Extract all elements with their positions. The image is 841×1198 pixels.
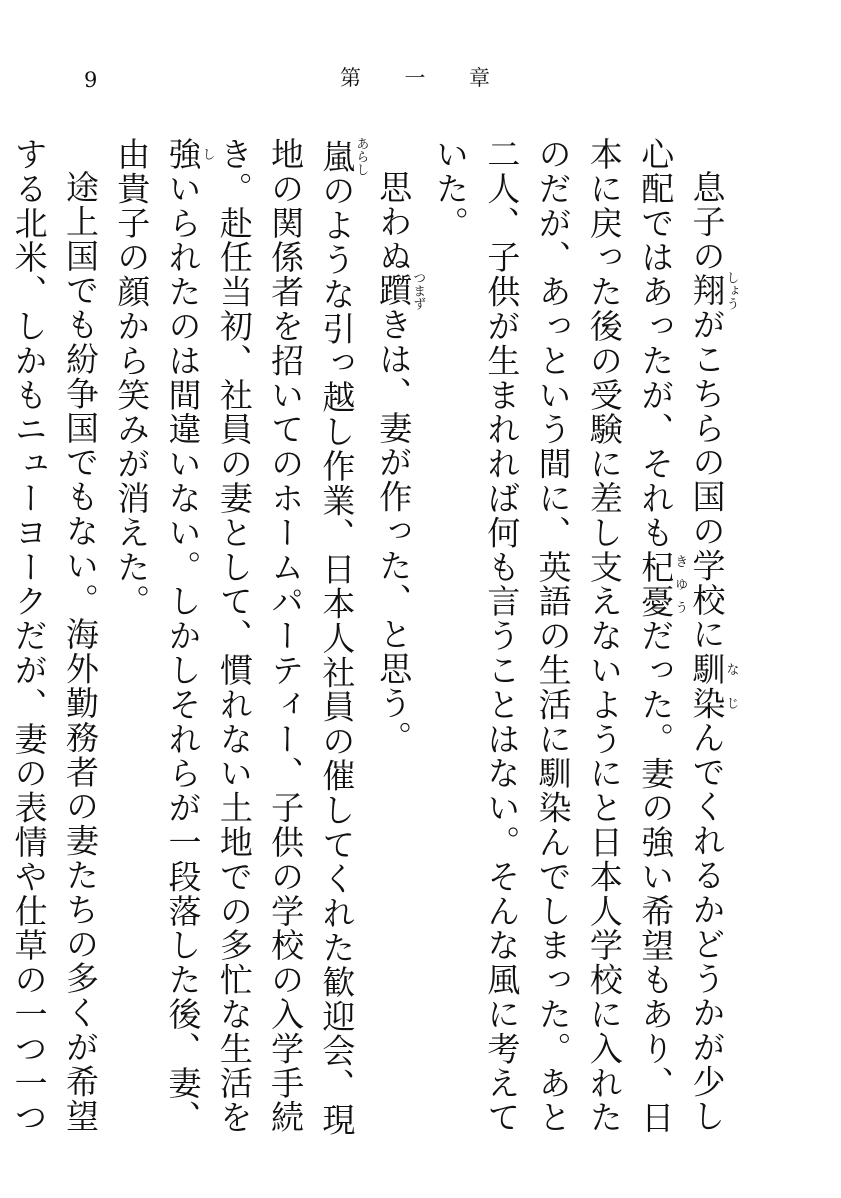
text-run: のような引っ越し作業、日本人社員の催してくれた歓迎会、現地の関係者を招いてのホームパーティー、子供の学校の入学手続き。赴任当初、社員の妻として、慣れない土地での多忙な生活を <box>214 137 357 1137</box>
ruby-word <box>374 270 426 310</box>
chapter-title-char: 章 <box>469 66 490 90</box>
page-number: 9 <box>84 68 98 92</box>
ruby-base: 躓 <box>374 270 414 310</box>
furigana: し <box>199 137 215 172</box>
body-text <box>0 137 738 1137</box>
ruby-base: 嵐 <box>317 137 357 176</box>
furigana: あらし <box>353 137 369 176</box>
text-run: きは、妻が作った、と思う。 <box>374 307 414 755</box>
chapter-title <box>340 68 490 89</box>
chapter-title-char: 一 <box>404 66 426 90</box>
furigana: きゆう <box>672 549 688 619</box>
paragraph <box>106 137 368 1137</box>
text-run: いられたのは間違いない。しかしそれらが一段落した後、妻、由貴子の顔から笑みが消えた。 <box>112 137 203 1135</box>
paragraph <box>425 137 738 1137</box>
ruby-word <box>636 549 688 619</box>
paragraph <box>368 137 425 1137</box>
ruby-base: 翔 <box>687 270 727 310</box>
furigana: つまず <box>410 270 426 310</box>
ruby-base: 馴染 <box>687 651 727 721</box>
ruby-base: 杞憂 <box>636 549 676 619</box>
text-run: んでくれるかどうかが少し心配ではあったが、それも <box>636 137 727 1134</box>
ruby-word <box>317 137 369 176</box>
paragraph <box>0 137 106 1137</box>
text-run: 息子の <box>687 170 727 274</box>
ruby-base: 強 <box>163 137 203 172</box>
text-run: 途上国でも紛争国でもない。海外勤務者の妻たちの多くが希望する北米、しかもニューヨークだが、妻の表情や仕草の一つ一つ <box>9 137 100 1135</box>
furigana: なじ <box>723 651 739 721</box>
text-run: 思わぬ <box>374 170 414 274</box>
text-run: だった。妻の強い希望もあり、日本に戻った後の受験に差し支えないようにと日本人学校に入れたのだが、あっという間に、英語の生活に馴染んでしまった。あと二人、子供が生まれれば何も言うことはない。そんな風に考えていた。 <box>431 137 676 1135</box>
furigana: しょう <box>723 270 739 310</box>
ruby-word <box>163 137 215 172</box>
text-run: がこちらの国の学校に <box>687 307 727 652</box>
ruby-word <box>687 651 739 721</box>
ruby-word <box>687 270 739 310</box>
chapter-title-char: 第 <box>340 66 361 90</box>
